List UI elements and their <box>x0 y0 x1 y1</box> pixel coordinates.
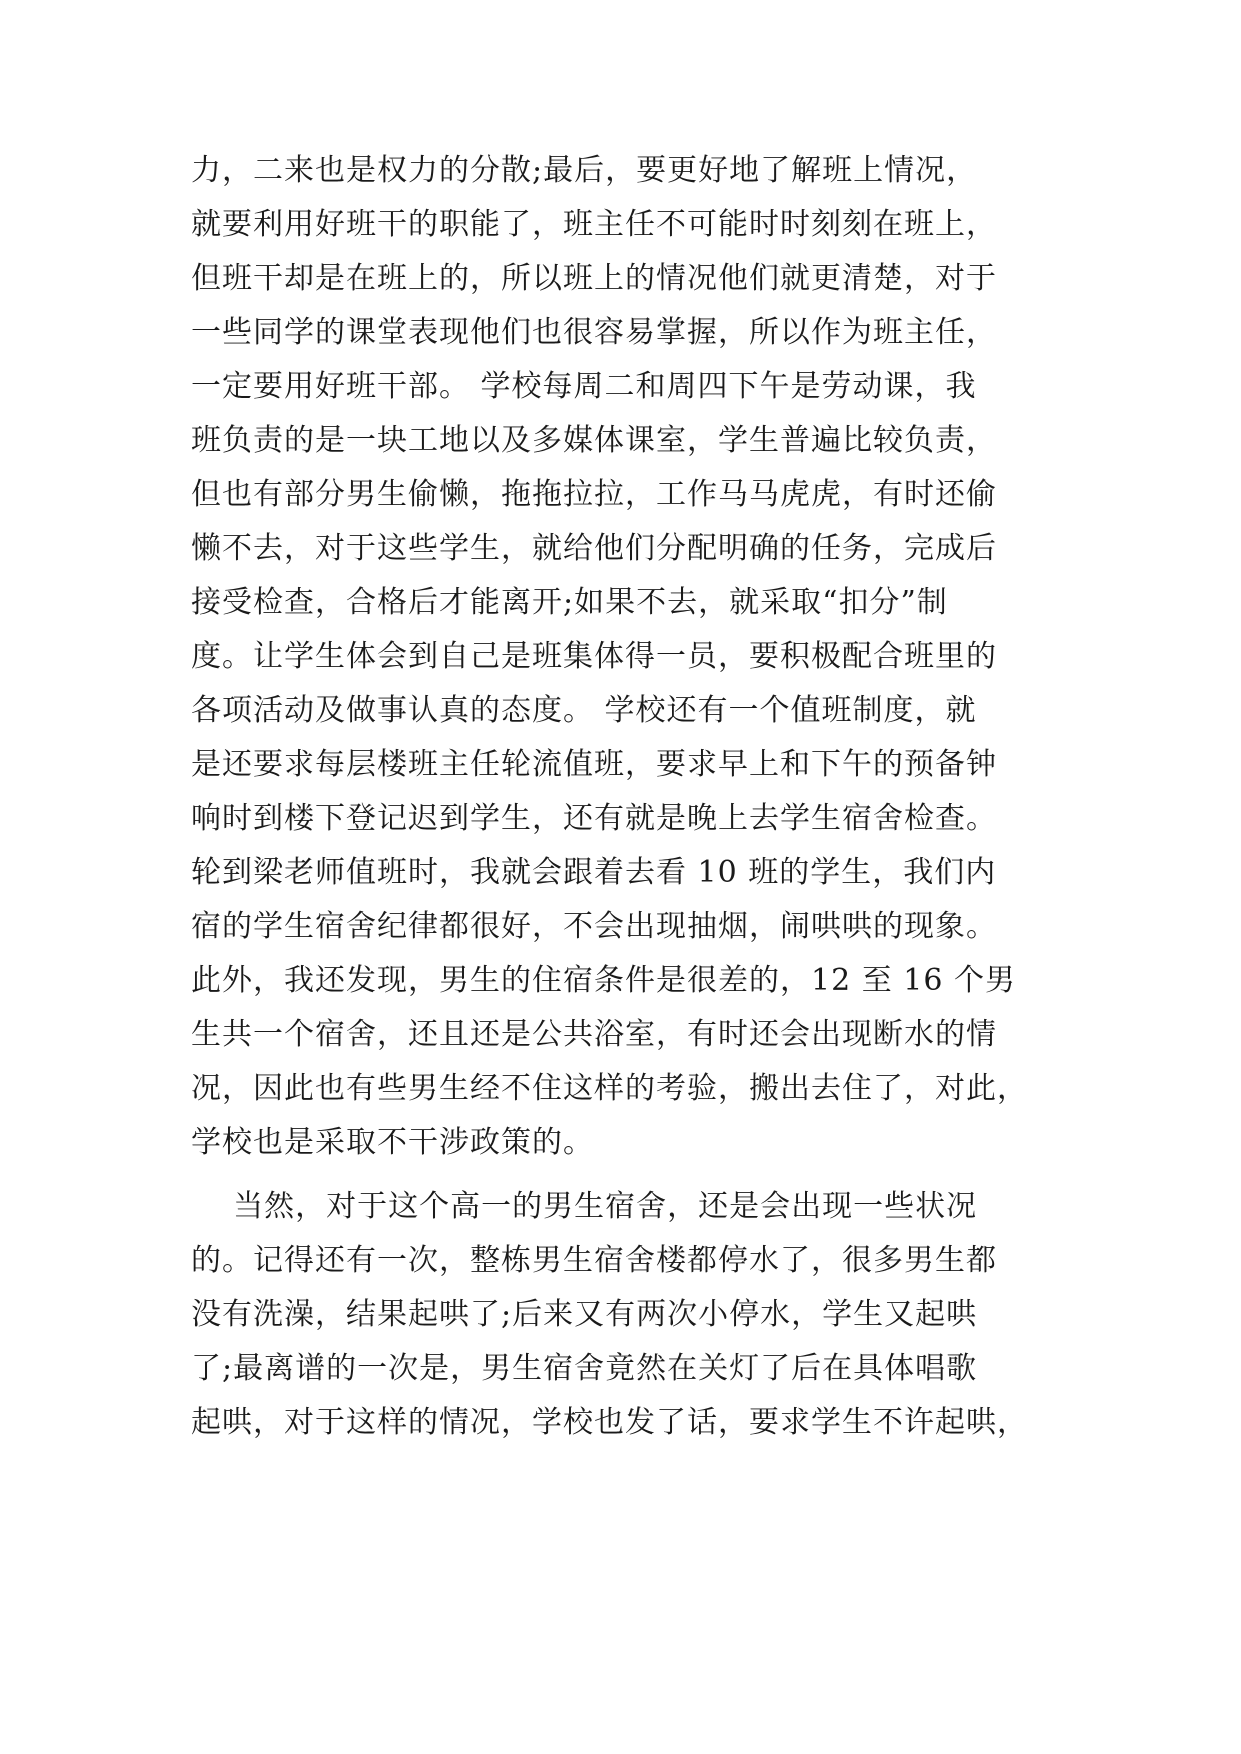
text-line: 当然，对于这个高一的男生宿舍，还是会出现一些状况 <box>191 1189 978 1224</box>
text-line: 学校也是采取不干涉政策的。 <box>191 1125 594 1160</box>
text-line: 接受检查，合格后才能离开;如果不去，就采取“扣分”制 <box>191 585 948 620</box>
text-line: 一些同学的课堂表现他们也很容易掌握，所以作为班主任， <box>191 315 997 350</box>
text-line: 力，二来也是权力的分散;最后，要更好地了解班上情况， <box>191 153 978 188</box>
text-line: 度。让学生体会到自己是班集体得一员，要积极配合班里的 <box>191 639 997 674</box>
text-line: 但班干却是在班上的，所以班上的情况他们就更清楚，对于 <box>191 261 997 296</box>
text-line: 况，因此也有些男生经不住这样的考验，搬出去住了，对此， <box>191 1071 1028 1106</box>
text-line: 起哄，对于这样的情况，学校也发了话，要求学生不许起哄， <box>191 1405 1028 1440</box>
text-line: 没有洗澡，结果起哄了;后来又有两次小停水，学生又起哄 <box>191 1297 978 1332</box>
text-line: 宿的学生宿舍纪律都很好，不会出现抽烟，闹哄哄的现象。 <box>191 909 997 944</box>
text-line: 各项活动及做事认真的态度。 学校还有一个值班制度，就 <box>191 693 977 728</box>
text-line: 一定要用好班干部。 学校每周二和周四下午是劳动课，我 <box>191 369 977 404</box>
text-line: 此外，我还发现，男生的住宿条件是很差的，12 至 16 个男 <box>191 963 1016 998</box>
text-line: 是还要求每层楼班主任轮流值班，要求早上和下午的预备钟 <box>191 747 997 782</box>
text-line: 懒不去，对于这些学生，就给他们分配明确的任务，完成后 <box>191 531 997 566</box>
text-line: 但也有部分男生偷懒，拖拖拉拉，工作马马虎虎，有时还偷 <box>191 477 997 512</box>
text-line: 响时到楼下登记迟到学生，还有就是晚上去学生宿舍检查。 <box>191 801 997 836</box>
text-line: 就要利用好班干的职能了，班主任不可能时时刻刻在班上， <box>191 207 997 242</box>
text-line: 轮到梁老师值班时，我就会跟着去看 10 班的学生，我们内 <box>191 855 997 890</box>
text-line: 生共一个宿舍，还且还是公共浴室，有时还会出现断水的情 <box>191 1017 997 1052</box>
text-line: 了;最离谱的一次是，男生宿舍竟然在关灯了后在具体唱歌 <box>191 1351 978 1386</box>
text-line: 班负责的是一块工地以及多媒体课室，学生普遍比较负责， <box>191 423 997 458</box>
text-line: 的。记得还有一次，整栋男生宿舍楼都停水了，很多男生都 <box>191 1243 997 1278</box>
